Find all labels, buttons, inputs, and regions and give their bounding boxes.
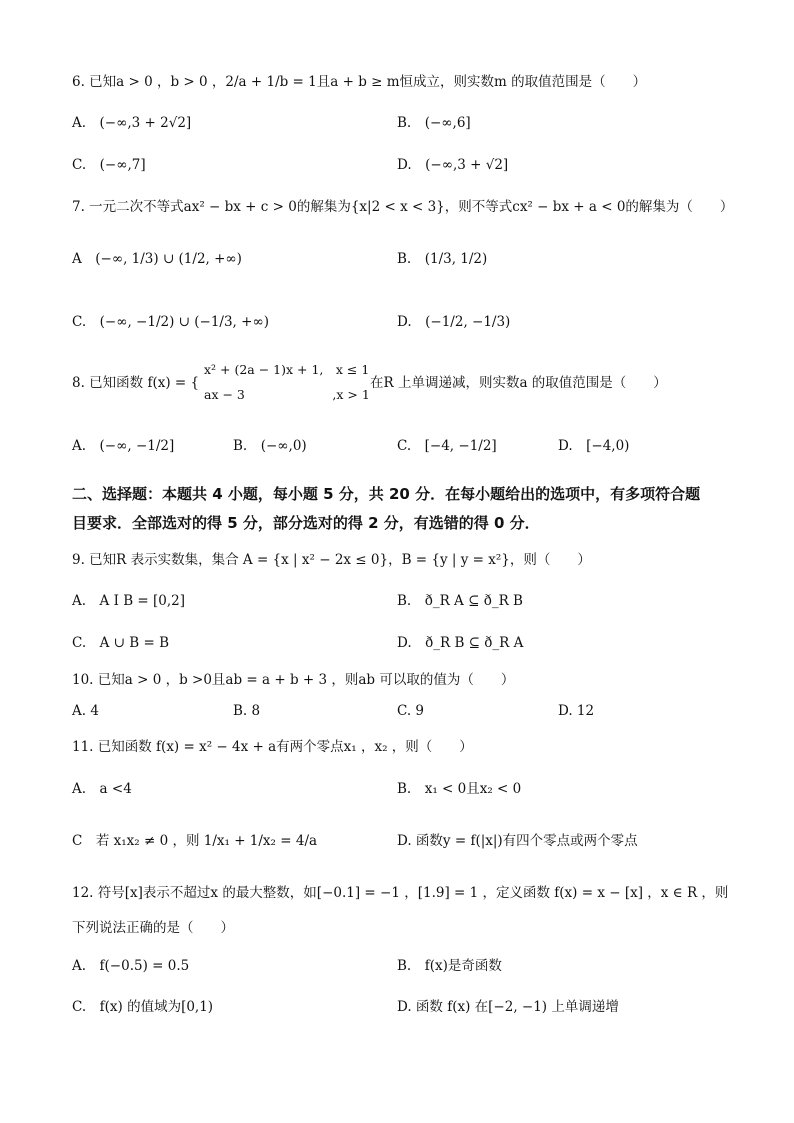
q12-option-d: D. 函数 f(x) 在[−2, −1) 上单调递增: [397, 999, 619, 1015]
q6-option-a: A. (−∞,3 + 2√2]: [72, 115, 192, 131]
q12-stem-line-2: 下列说法正确的是（ ）: [72, 920, 234, 936]
q9-option-a: A. A I B = [0,2]: [72, 593, 186, 609]
q8-piece-1: x² + (2a − 1)x + 1, x ≤ 1: [204, 362, 370, 377]
q10-option-c: C. 9: [397, 703, 425, 719]
section-heading-line-1: 二、选择题：本题共 4 小题，每小题 5 分，共 20 分．在每小题给出的选项中，有多项符合题: [72, 485, 701, 503]
q9-option-b: B. ð_R A ⊆ ð_R B: [397, 593, 523, 609]
q11-option-d: D. 函数y = f(|x|)有四个零点或两个零点: [397, 833, 638, 849]
q12-option-b: B. f(x)是奇函数: [397, 958, 502, 974]
q8-stem-lead: 8. 已知函数 f(x) = {: [72, 375, 200, 391]
q12-option-c: C. f(x) 的值域为[0,1): [72, 999, 214, 1015]
q8-stem-tail: 在R 上单调递减，则实数a 的取值范围是（ ）: [370, 375, 667, 391]
q7-option-b: B. (1/3, 1/2): [397, 251, 488, 267]
q7-option-c: C. (−∞, −1/2) ∪ (−1/3, +∞): [72, 314, 269, 330]
q9-option-c: C. A ∪ B = B: [72, 635, 170, 651]
q6-stem: 6. 已知a > 0 ，b > 0 ，2/a + 1/b = 1且a + b ≥ m恒成立，则实数m 的取值范围是（ ）: [72, 74, 647, 90]
q8-piece-2: ax − 3 ,x > 1: [204, 387, 370, 402]
q7-option-a: A (−∞, 1/3) ∪ (1/2, +∞): [72, 251, 242, 267]
q11-option-c: C 若 x₁x₂ ≠ 0 ，则 1/x₁ + 1/x₂ = 4/a: [72, 833, 318, 849]
q8-option-c: C. [−4, −1/2]: [397, 438, 497, 454]
q7-stem: 7. 一元二次不等式ax² − bx + c > 0的解集为{x|2 < x < 3}，则不等式cx² − bx + a < 0的解集为（ ）: [72, 199, 734, 215]
q9-stem: 9. 已知R 表示实数集，集合 A = {x | x² − 2x ≤ 0}，B = {y | y = x²}，则（ ）: [72, 552, 591, 568]
q6-option-c: C. (−∞,7]: [72, 157, 146, 173]
q10-stem: 10. 已知a > 0 ，b >0且ab = a + b + 3 ，则ab 可以取的值为（ ）: [72, 672, 515, 688]
q10-option-a: A. 4: [72, 703, 99, 719]
q11-option-a: A. a <4: [72, 781, 132, 797]
q6-option-d: D. (−∞,3 + √2]: [397, 157, 509, 173]
q12-stem-line-1: 12. 符号[x]表示不超过x 的最大整数，如[−0.1] = −1 ，[1.9] = 1 ，定义函数 f(x) = x − [x] ，x ∈ R ，则: [72, 885, 729, 901]
q7-option-d: D. (−1/2, −1/3): [397, 314, 511, 330]
q11-option-b: B. x₁ < 0且x₂ < 0: [397, 781, 522, 797]
section-heading-line-2: 目要求．全部选对的得 5 分，部分选对的得 2 分，有选错的得 0 分．: [72, 514, 540, 532]
q8-option-a: A. (−∞, −1/2]: [72, 438, 175, 454]
q6-option-b: B. (−∞,6]: [397, 115, 471, 131]
q11-stem: 11. 已知函数 f(x) = x² − 4x + a有两个零点x₁ ，x₂ ，则（ ）: [72, 739, 473, 755]
q10-option-b: B. 8: [233, 703, 261, 719]
q10-option-d: D. 12: [558, 703, 595, 719]
q8-option-b: B. (−∞,0): [233, 438, 307, 454]
q9-option-d: D. ð_R B ⊆ ð_R A: [397, 635, 524, 651]
q12-option-a: A. f(−0.5) = 0.5: [72, 958, 190, 974]
q8-option-d: D. [−4,0): [558, 438, 630, 454]
